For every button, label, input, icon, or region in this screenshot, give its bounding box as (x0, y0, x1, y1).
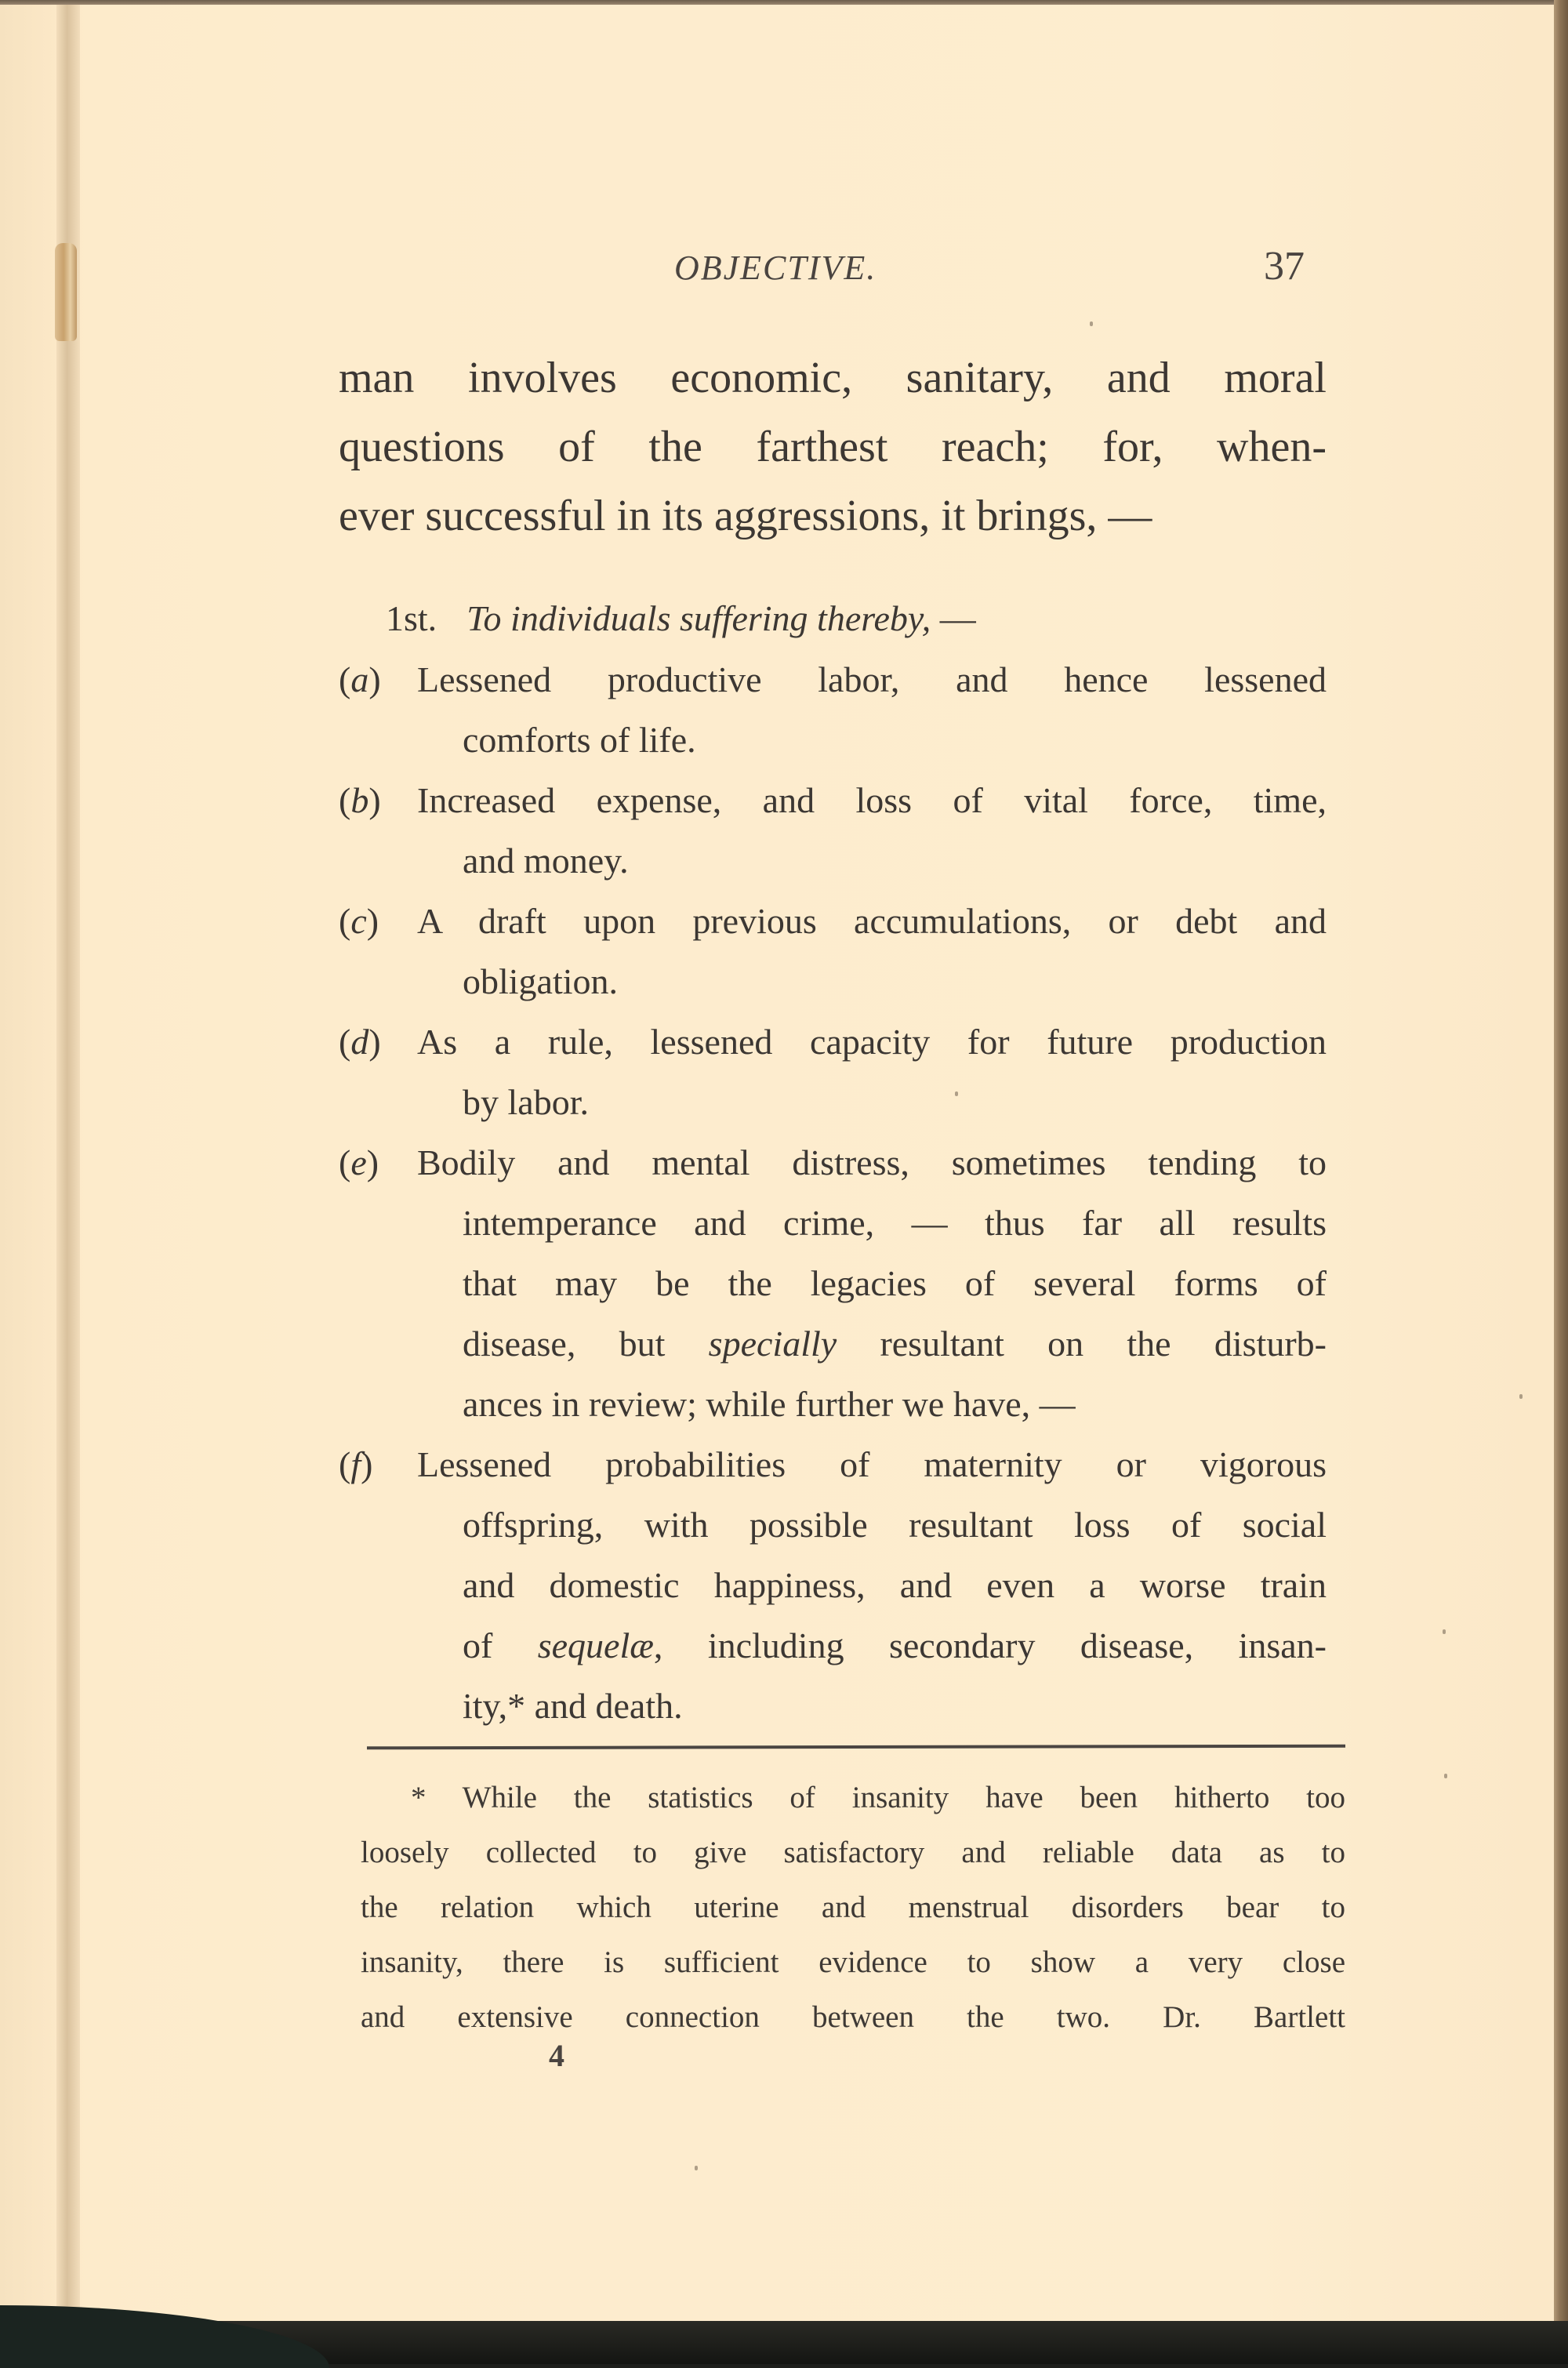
item-label: (c) (339, 901, 379, 941)
page-header (627, 243, 1411, 298)
list-item-d (339, 1011, 1342, 1132)
item-text: ity,* and death. (463, 1686, 683, 1726)
cover-top-edge (0, 0, 1568, 5)
list-heading (339, 588, 1342, 649)
footnote-rule (367, 1745, 1345, 1750)
list-item-c (339, 891, 1342, 1011)
footnote-line: insanity, there is sufficient evidence to show a very close (361, 1945, 1345, 1979)
item-text: and domestic happiness, and even a worse train (463, 1565, 1327, 1605)
footnote (361, 1771, 1348, 2045)
paragraph-line: man involves economic, sanitary, and moral (339, 354, 1327, 402)
item-text: ances in review; while further we have, — (463, 1384, 1076, 1424)
paragraph-line: questions of the farthest reach; for, when- (339, 423, 1327, 471)
page-number: 37 (1264, 244, 1305, 289)
body-paragraph (339, 343, 1327, 550)
emphasis: sequelæ (537, 1625, 654, 1665)
item-text: A draft upon previous accumulations, or debt and (417, 901, 1327, 941)
footnote-line: loosely collected to give satisfactory and reliable data as to (361, 1836, 1345, 1869)
item-text: that may be the legacies of several forms of (463, 1263, 1327, 1303)
paper-speck (695, 2166, 698, 2170)
item-text: offspring, with possible resultant loss of social (463, 1505, 1327, 1545)
item-text: and money. (463, 841, 629, 881)
list-lead-dash: — (931, 598, 976, 638)
cover-right-edge (1554, 0, 1568, 2364)
running-head: OBJECTIVE. (674, 249, 877, 287)
item-text: As a rule, lessened capacity for future production (417, 1022, 1327, 1062)
item-text: Lessened productive labor, and hence lessened (417, 659, 1327, 699)
item-text: intemperance and crime, — thus far all results (463, 1203, 1327, 1243)
gutter-fold (56, 0, 80, 2341)
list-lead: To individuals suffering thereby, (466, 598, 931, 638)
list-item-a (339, 649, 1342, 770)
list-item-e (339, 1132, 1342, 1434)
list-item-b (339, 770, 1342, 891)
paper-speck (1519, 1394, 1523, 1399)
list-item-f (339, 1434, 1342, 1736)
emphasis: specially (708, 1324, 837, 1364)
paper-speck (1444, 1774, 1447, 1778)
item-text: by labor. (463, 1082, 589, 1122)
item-text: obligation. (463, 961, 619, 1001)
footnote-line: the relation which uterine and menstrual disorders bear to (361, 1890, 1345, 1924)
footnote-line: * While the statistics of insanity have been hitherto too (411, 1781, 1345, 1814)
item-label: (e) (339, 1142, 379, 1182)
paragraph-line: ever successful in its aggressions, it brings, — (339, 492, 1152, 540)
item-text: Increased expense, and loss of vital force, time, (417, 780, 1327, 820)
item-label: (a) (339, 659, 381, 699)
item-text: Lessened probabilities of maternity or vigorous (417, 1444, 1327, 1484)
paper-speck (1090, 321, 1093, 326)
paper-speck (955, 1091, 958, 1096)
list-ordinal: 1st. (386, 598, 437, 638)
consequences-list (339, 588, 1342, 1736)
item-label: (d) (339, 1022, 381, 1062)
item-label: (f) (339, 1444, 373, 1484)
item-text: comforts of life. (463, 720, 696, 760)
binding-thread (55, 243, 77, 341)
paper-speck (1443, 1629, 1446, 1634)
item-text: of sequelæ, including secondary disease, insan- (463, 1625, 1327, 1665)
item-label: (b) (339, 780, 381, 820)
footnote-line: and extensive connection between the two. Dr. Bartlett (361, 2000, 1345, 2034)
item-text: Bodily and mental distress, sometimes tending to (417, 1142, 1327, 1182)
item-text: disease, but specially resultant on the disturb- (463, 1324, 1327, 1364)
signature-mark: 4 (549, 2038, 564, 2073)
